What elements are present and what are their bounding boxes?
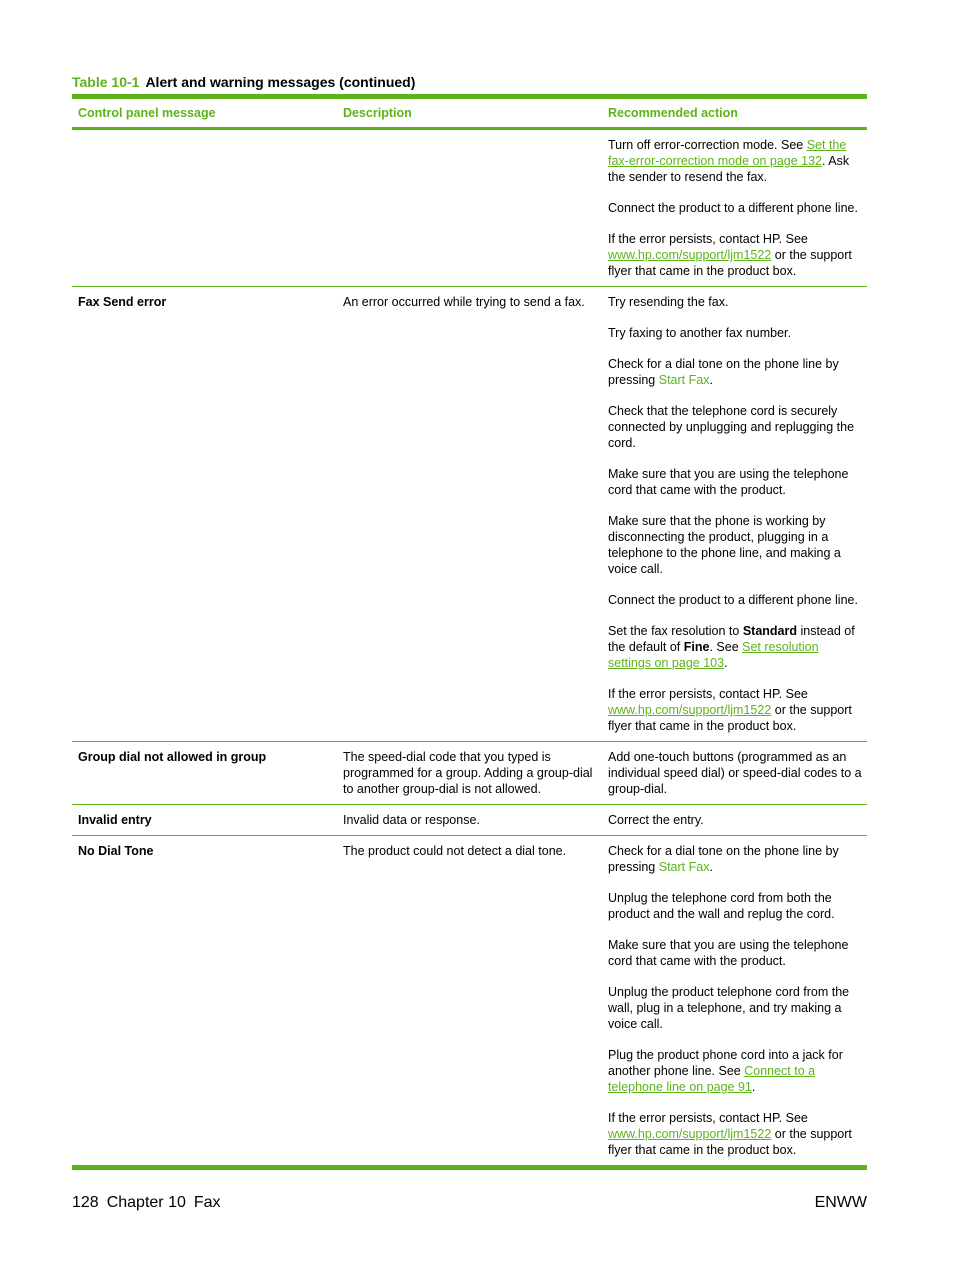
action-text: Try resending the fax. (608, 295, 729, 309)
action-text: Unplug the product telephone cord from the wall, plug in a telephone, and try making a voice call. (608, 985, 850, 1031)
table-caption (72, 74, 415, 90)
table-body (72, 130, 867, 1165)
header-description: Description (343, 106, 412, 120)
cell-description: The product could not detect a dial tone. (343, 844, 567, 858)
cell-recommended-action (602, 843, 867, 1158)
setting-name-text: Fine (683, 640, 710, 654)
action-text: instead of the default of (608, 624, 855, 654)
action-paragraph (608, 403, 863, 451)
action-text: Plug the product phone cord into a jack for another phone line. See (608, 1048, 843, 1078)
cell-description: Invalid data or response. (343, 813, 480, 827)
action-paragraph (608, 812, 863, 828)
header-recommended-action: Recommended action (608, 106, 738, 120)
action-paragraph (608, 356, 863, 388)
reference-link[interactable]: www.hp.com/support/ljm1522 (608, 1127, 772, 1141)
action-paragraph (608, 513, 863, 577)
table-row (72, 805, 867, 836)
button-name-text: Start Fax (658, 860, 710, 874)
action-text: . Ask the sender to resend the fax. (608, 154, 850, 184)
cell-description: An error occurred while trying to send a fax. (343, 295, 585, 309)
action-text: Check that the telephone cord is securely connected by unplugging and replugging the cord. (608, 404, 855, 450)
table-row (72, 130, 867, 287)
cell-control-panel-message: Fax Send error (78, 295, 167, 309)
action-text: . (709, 373, 713, 387)
table-number: Table 10-1 (72, 74, 140, 90)
action-paragraph (608, 466, 863, 498)
action-text: If the error persists, contact HP. See (608, 687, 808, 701)
action-paragraph (608, 592, 863, 608)
action-text: . See (709, 640, 743, 654)
action-text: Make sure that you are using the telephone cord that came with the product. (608, 938, 849, 968)
cell-control-panel-message: No Dial Tone (78, 844, 154, 858)
section-label: Fax (193, 1194, 221, 1211)
table-row (72, 287, 867, 742)
action-paragraph (608, 200, 863, 216)
cell-description: The speed-dial code that you typed is programmed for a group. Adding a group-dial to another group-dial is not allowed. (343, 750, 593, 796)
action-text: or the support flyer that came in the product box. (608, 248, 852, 278)
action-paragraph (608, 231, 863, 279)
action-text: . (751, 1080, 756, 1094)
action-paragraph (608, 1047, 863, 1095)
cell-description (337, 137, 602, 279)
action-text: Correct the entry. (608, 813, 704, 827)
cell-control-panel-message: Group dial not allowed in group (78, 750, 267, 764)
action-paragraph (608, 686, 863, 734)
reference-link[interactable]: Set resolution settings on page 103 (608, 640, 819, 670)
reference-link[interactable]: Connect to a telephone line on page 91 (608, 1064, 816, 1094)
action-paragraph (608, 843, 863, 875)
cell-recommended-action (602, 137, 867, 279)
action-paragraph (608, 937, 863, 969)
action-text: If the error persists, contact HP. See (608, 1111, 808, 1125)
table-title: Alert and warning messages (continued) (145, 74, 416, 90)
action-text: Connect the product to a different phone line. (608, 201, 858, 215)
reference-link[interactable]: Set the fax-error-correction mode on page 132 (608, 138, 847, 168)
action-paragraph (608, 890, 863, 922)
action-text: Connect the product to a different phone line. (608, 593, 858, 607)
reference-link[interactable]: www.hp.com/support/ljm1522 (608, 248, 772, 262)
action-paragraph (608, 1110, 863, 1158)
page-footer-code: ENWW (814, 1194, 867, 1211)
chapter-label: Chapter 10 (106, 1194, 186, 1211)
action-paragraph (608, 137, 863, 185)
action-text: Check for a dial tone on the phone line by pressing (608, 844, 839, 874)
action-paragraph (608, 749, 863, 797)
action-paragraph (608, 984, 863, 1032)
action-text: or the support flyer that came in the product box. (608, 1127, 852, 1157)
action-text: Set the fax resolution to (608, 624, 743, 638)
action-paragraph (608, 294, 863, 310)
action-paragraph (608, 623, 863, 671)
action-text: Turn off error-correction mode. See (608, 138, 807, 152)
cell-recommended-action (602, 749, 867, 797)
cell-recommended-action (602, 294, 867, 734)
action-text: . (709, 860, 713, 874)
action-text: Unplug the telephone cord from both the product and the wall and replug the cord. (608, 891, 835, 921)
cell-recommended-action (602, 812, 867, 828)
action-text: . (724, 656, 728, 670)
page-footer-left (72, 1194, 229, 1212)
action-text: Make sure that you are using the telephone cord that came with the product. (608, 467, 849, 497)
action-text: Try faxing to another fax number. (608, 326, 791, 340)
table-header (72, 99, 867, 130)
button-name-text: Start Fax (658, 373, 710, 387)
cell-control-panel-message: Invalid entry (78, 813, 152, 827)
action-text: Make sure that the phone is working by disconnecting the product, plugging in a telephone to the phone line, and making a voice call. (608, 514, 841, 576)
action-text: Check for a dial tone on the phone line by pressing (608, 357, 839, 387)
setting-name-text: Standard (742, 624, 797, 638)
table-row (72, 836, 867, 1165)
header-control-panel-message: Control panel message (78, 106, 216, 120)
table-row (72, 742, 867, 805)
action-text: If the error persists, contact HP. See (608, 232, 808, 246)
alert-messages-table (72, 94, 867, 1170)
action-text: Add one-touch buttons (programmed as an individual speed dial) or speed-dial codes to a group-dial. (608, 750, 862, 796)
reference-link[interactable]: www.hp.com/support/ljm1522 (608, 703, 772, 717)
cell-control-panel-message (72, 137, 337, 279)
action-text: or the support flyer that came in the product box. (608, 703, 852, 733)
action-paragraph (608, 325, 863, 341)
page-number: 128 (72, 1194, 99, 1211)
